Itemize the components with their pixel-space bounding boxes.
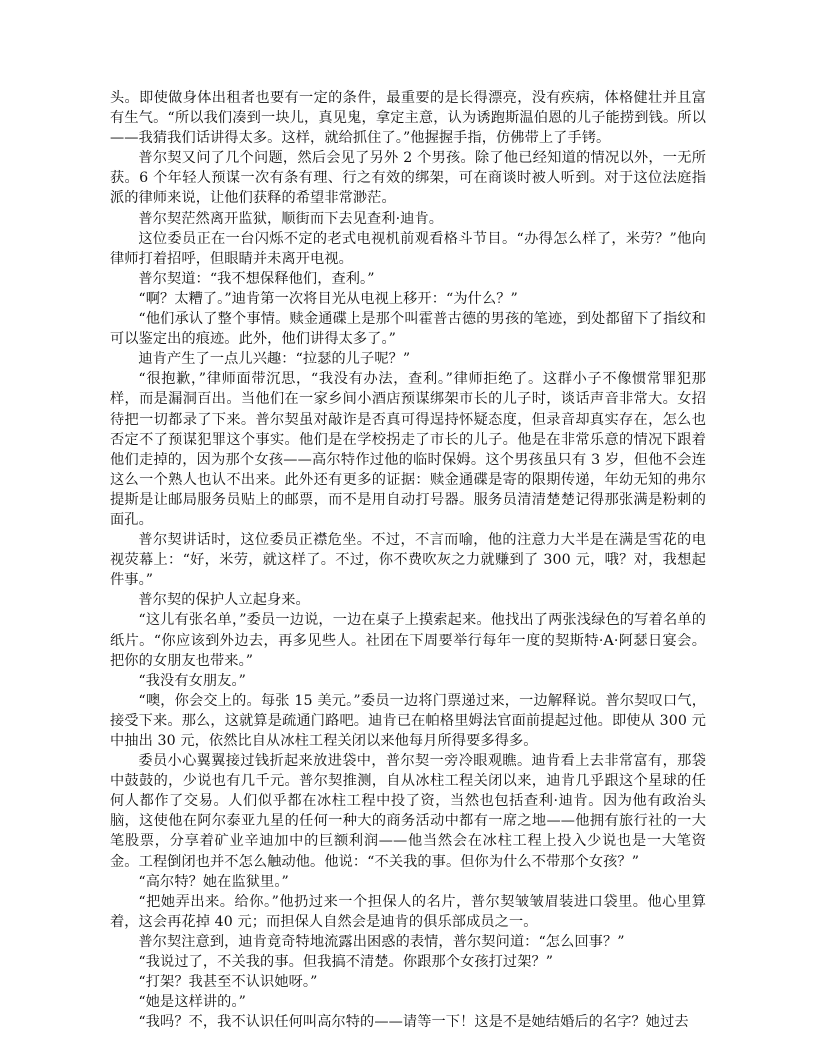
paragraph: 委员小心翼翼接过钱折起来放进袋中，普尔契一旁冷眼观瞧。迪肯看上去非常富有，那袋中鼓鼓的，少说也有几千元。普尔契推测，自从冰柱工程关闭以来，迪肯几乎跟这个星球的任何人都作了交易。人们似乎都在冰柱工程中投了资，当然也包括查利·迪肯。因为他有政治头脑，这使他在阿尔泰亚九星的任何一种大的商务活动中都有一席之地——他拥有旅行社的一大笔股票，分享着矿业辛迪加中的巨额利润——他当然会在冰柱工程上投入少说也是一大笔资金。工程倒闭也并不怎么触动他。他说：“不关我的事。但你为什么不带那个女孩？”: [110, 753, 706, 870]
document-page: [110, 88, 706, 1032]
paragraph: “我说过了，不关我的事。但我搞不清楚。你跟那个女孩打过架？”: [138, 954, 554, 971]
paragraph: “很抱歉，”律师面带沉思，“我没有办法，查利。”律师拒绝了。这群小子不像惯常罪犯那样，而是漏洞百出。当他们在一家乡间小酒店预谋绑架市长的儿子时，谈话声音非常大。女招待把一切都录了下来。普尔契虽对敲诈是否真可得逞持怀疑态度，但录音却真实存在，怎么也否定不了预谋犯罪这个事实。他们是在学校拐走了市长的儿子。他是在非常乐意的情况下跟着他们走掉的，因为那个女孩——高尔特作过他的临时保姆。这个男孩虽只有 3 岁，但他不会连这么一个熟人也认不出来。此外还有更多的证据：赎金通碟是寄的限期传递，年幼无知的弗尔提斯是让邮局服务员贴上的邮票，而不是用自动打号器。服务员清清楚楚记得那张满是粉刺的面孔。: [110, 371, 706, 528]
paragraph: “高尔特？她在监狱里。”: [138, 873, 289, 890]
paragraph: “啊？太糟了。”迪肯第一次将目光从电视上移开：“为什么？”: [138, 290, 518, 307]
paragraph: 普尔契讲话时，这位委员正襟危坐。不过，不言而喻，他的注意力大半是在满是雪花的电视荧幕上：“好，米劳，就这样了。不过，你不费吹灰之力就赚到了 300 元，哦？对，我想起件事。”: [110, 532, 706, 589]
paragraph: 普尔契的保护人立起身来。: [138, 592, 310, 609]
paragraph: 普尔契注意到，迪肯竟奇特地流露出困惑的表情，普尔契问道：“怎么回事？”: [138, 933, 625, 950]
paragraph: 头。即使做身体出租者也要有一定的条件，最重要的是长得漂亮，没有疾病，体格健壮并且富有生气。“所以我们凑到一块儿，真见鬼，拿定主意，认为诱跑斯温伯恩的儿子能捞到钱。所以——我猜我们话讲得太多。这样，就给抓住了。”他握握手指，仿佛带上了手铐。: [110, 90, 706, 147]
paragraph: “打架？我甚至不认识她呀。”: [138, 974, 318, 991]
paragraph: “他们承认了整个事情。赎金通碟上是那个叫霍普古德的男孩的笔迹，到处都留下了指纹和可以鉴定出的痕迹。此外，他们讲得太多了。”: [110, 311, 706, 348]
paragraph: “把她弄出来。给你。”他扔过来一个担保人的名片，普尔契皱皱眉装进口袋里。他心里算着，这会再花掉 40 元；而担保人自然会是迪肯的俱乐部成员之一。: [110, 893, 706, 930]
paragraph: “我吗？不，我不认识任何叫高尔特的——请等一下！这是不是她结婚后的名字？她过去: [138, 1014, 689, 1031]
paragraph: “她是这样讲的。”: [138, 994, 247, 1011]
paragraph: 普尔契茫然离开监狱，顺街而下去见查利·迪肯。: [138, 210, 444, 227]
paragraph: 普尔契道：“我不想保释他们，查利。”: [138, 270, 375, 287]
paragraph: 迪肯产生了一点儿兴趣：“拉瑟的儿子呢？”: [138, 351, 411, 368]
paragraph: 这位委员正在一台闪烁不定的老式电视机前观看格斗节目。“办得怎么样了，米劳？”他向律师打着招呼，但眼睛并未离开电视。: [110, 230, 706, 267]
paragraph: “这儿有张名单，”委员一边说，一边在桌子上摸索起来。他找出了两张浅绿色的写着名单的纸片。“你应该到外边去，再多见些人。社团在下周要举行每年一度的契斯特·A·阿瑟日宴会。把你的女朋友也带来。”: [110, 612, 706, 669]
paragraph: “噢，你会交上的。每张 15 美元。”委员一边将门票递过来，一边解释说。普尔契叹口气，接受下来。那么，这就算是疏通门路吧。迪肯已在帕格里姆法官面前提起过他。即使从 300 元中抽出 30 元，依然比自从冰柱工程关闭以来他每月所得要多得多。: [110, 692, 706, 749]
paragraph: 普尔契又问了几个问题，然后会见了另外 2 个男孩。除了他已经知道的情况以外，一无所获。6 个年轻人预谋一次有条有理、行之有效的绑架，可在商谈时被人听到。对于这位法庭指派的律师来说，让他们获释的希望非常渺茫。: [110, 150, 706, 207]
paragraph: “我没有女朋友。”: [138, 672, 247, 689]
